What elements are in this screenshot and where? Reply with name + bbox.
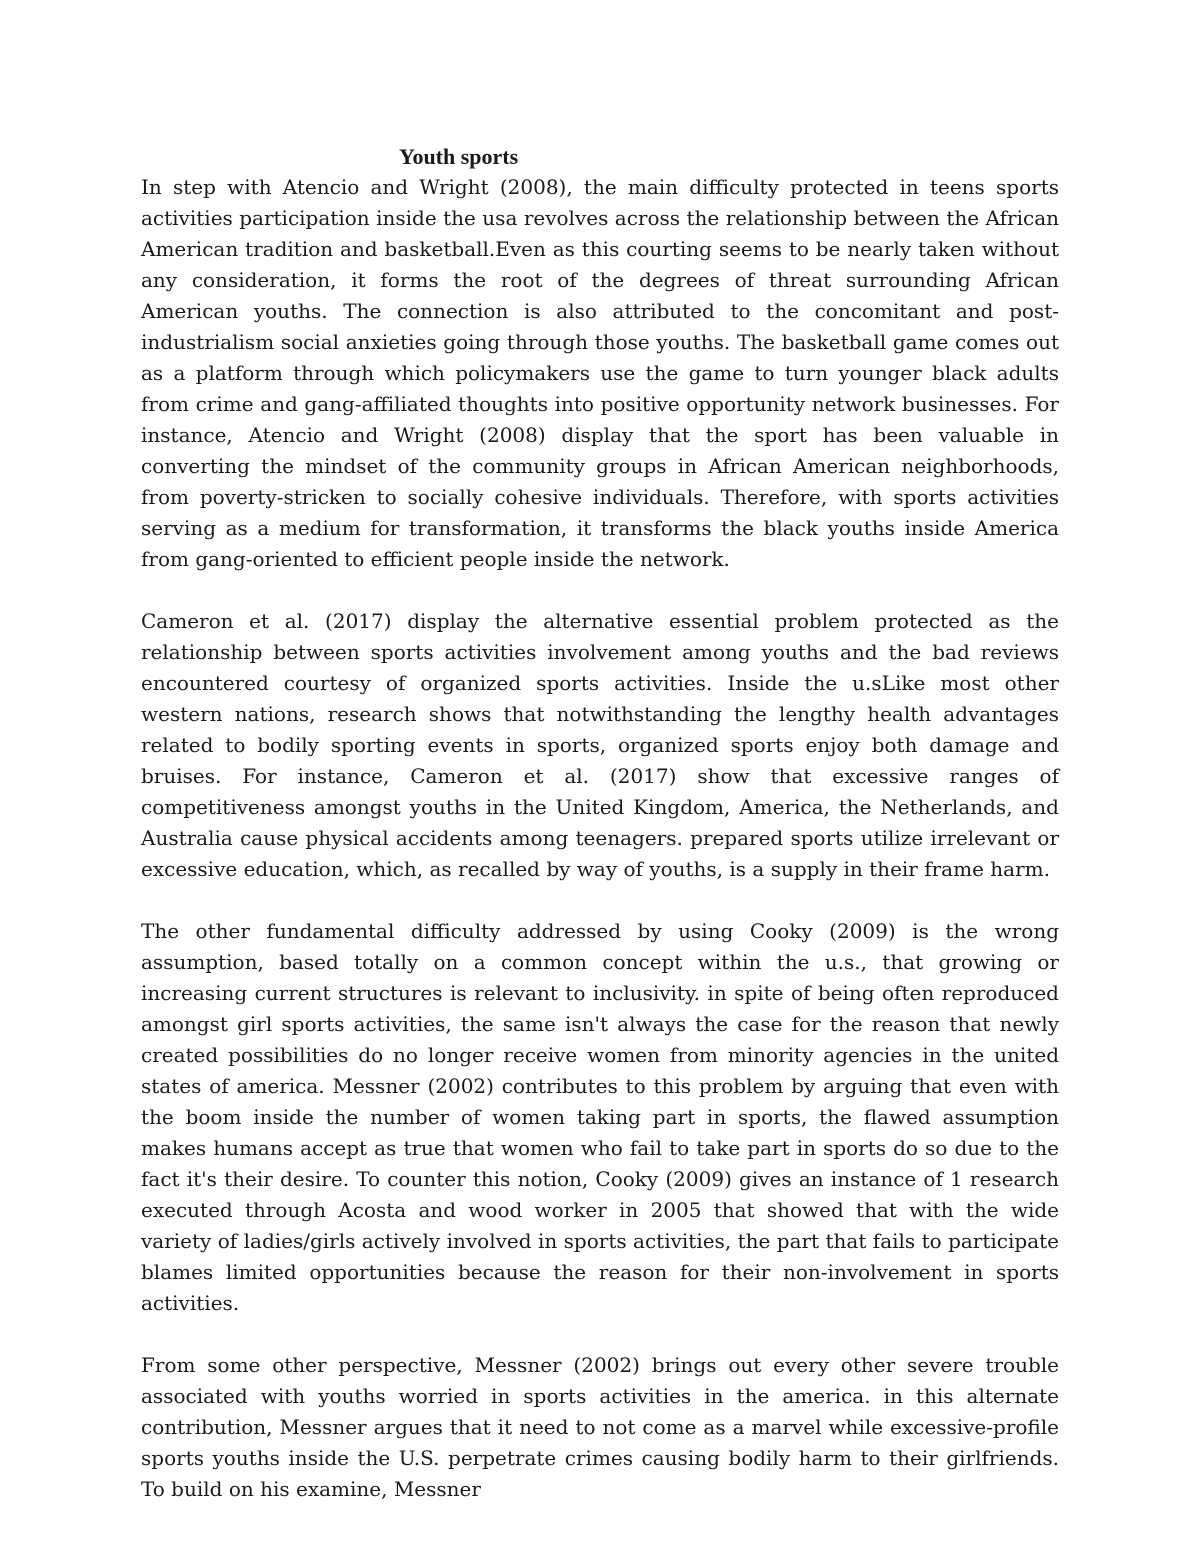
paragraph-3: The other fundamental difficulty addressed by using Cooky (2009) is the wrong assumption, based totally on a common concept within the u.s., that growing or increasing current structures is relevant to inclusivity. in spite of being often reproduced amongst girl sports activities, the same isn't always the case for the reason that newly created possibilities do no longer receive women from minority agencies in the united states of america. Messner (2002) contributes to this problem by arguing that even with the boom inside the number of women taking part in sports, the flawed assumption makes humans accept as true that women who fail to take part in sports do so due to the fact it's their desire. To counter this notion, Cooky (2009) gives an instance of 1 research executed through Acosta and wood worker in 2005 that showed that with the wide variety of ladies/girls actively involved in sports activities, the part that fails to participate blames limited opportunities because the reason for their non-involvement in sports activities. [141,919,1059,1315]
document-body [141,141,1059,1536]
paragraph-4: From some other perspective, Messner (2002) brings out every other severe trouble associated with youths worried in sports activities in the america. in this alternate contribution, Messner argues that it need to not come as a marvel while excessive-profile sports youths inside the U.S. perpetrate crimes causing bodily harm to their girlfriends. To build on his examine, Messner [141,1353,1059,1501]
paragraph-2: Cameron et al. (2017) display the alternative essential problem protected as the relationship between sports activities involvement among youths and the bad reviews encountered courtesy of organized sports activities. Inside the u.sLike most other western nations, research shows that notwithstanding the lengthy health advantages related to bodily sporting events in sports, organized sports enjoy both damage and bruises. For instance, Cameron et al. (2017) show that excessive ranges of competitiveness amongst youths in the United Kingdom, America, the Netherlands, and Australia cause physical accidents among teenagers. prepared sports utilize irrelevant or excessive education, which, as recalled by way of youths, is a supply in their frame harm. [141,609,1059,881]
paragraph-1: In step with Atencio and Wright (2008), the main difficulty protected in teens sports activities participation inside the usa revolves across the relationship between the African American tradition and basketball.Even as this courting seems to be nearly taken without any consideration, it forms the root of the degrees of threat surrounding African American youths. The connection is also attributed to the concomitant and post-industrialism social anxieties going through those youths. The basketball game comes out as a platform through which policymakers use the game to turn younger black adults from crime and gang-affiliated thoughts into positive opportunity network businesses. For instance, Atencio and Wright (2008) display that the sport has been valuable in converting the mindset of the community groups in African American neighborhoods, from poverty-stricken to socially cohesive individuals. Therefore, with sports activities serving as a medium for transformation, it transforms the black youths inside America from gang-oriented to efficient people inside the network. [141,175,1059,571]
document-title: Youth sports [399,144,519,169]
